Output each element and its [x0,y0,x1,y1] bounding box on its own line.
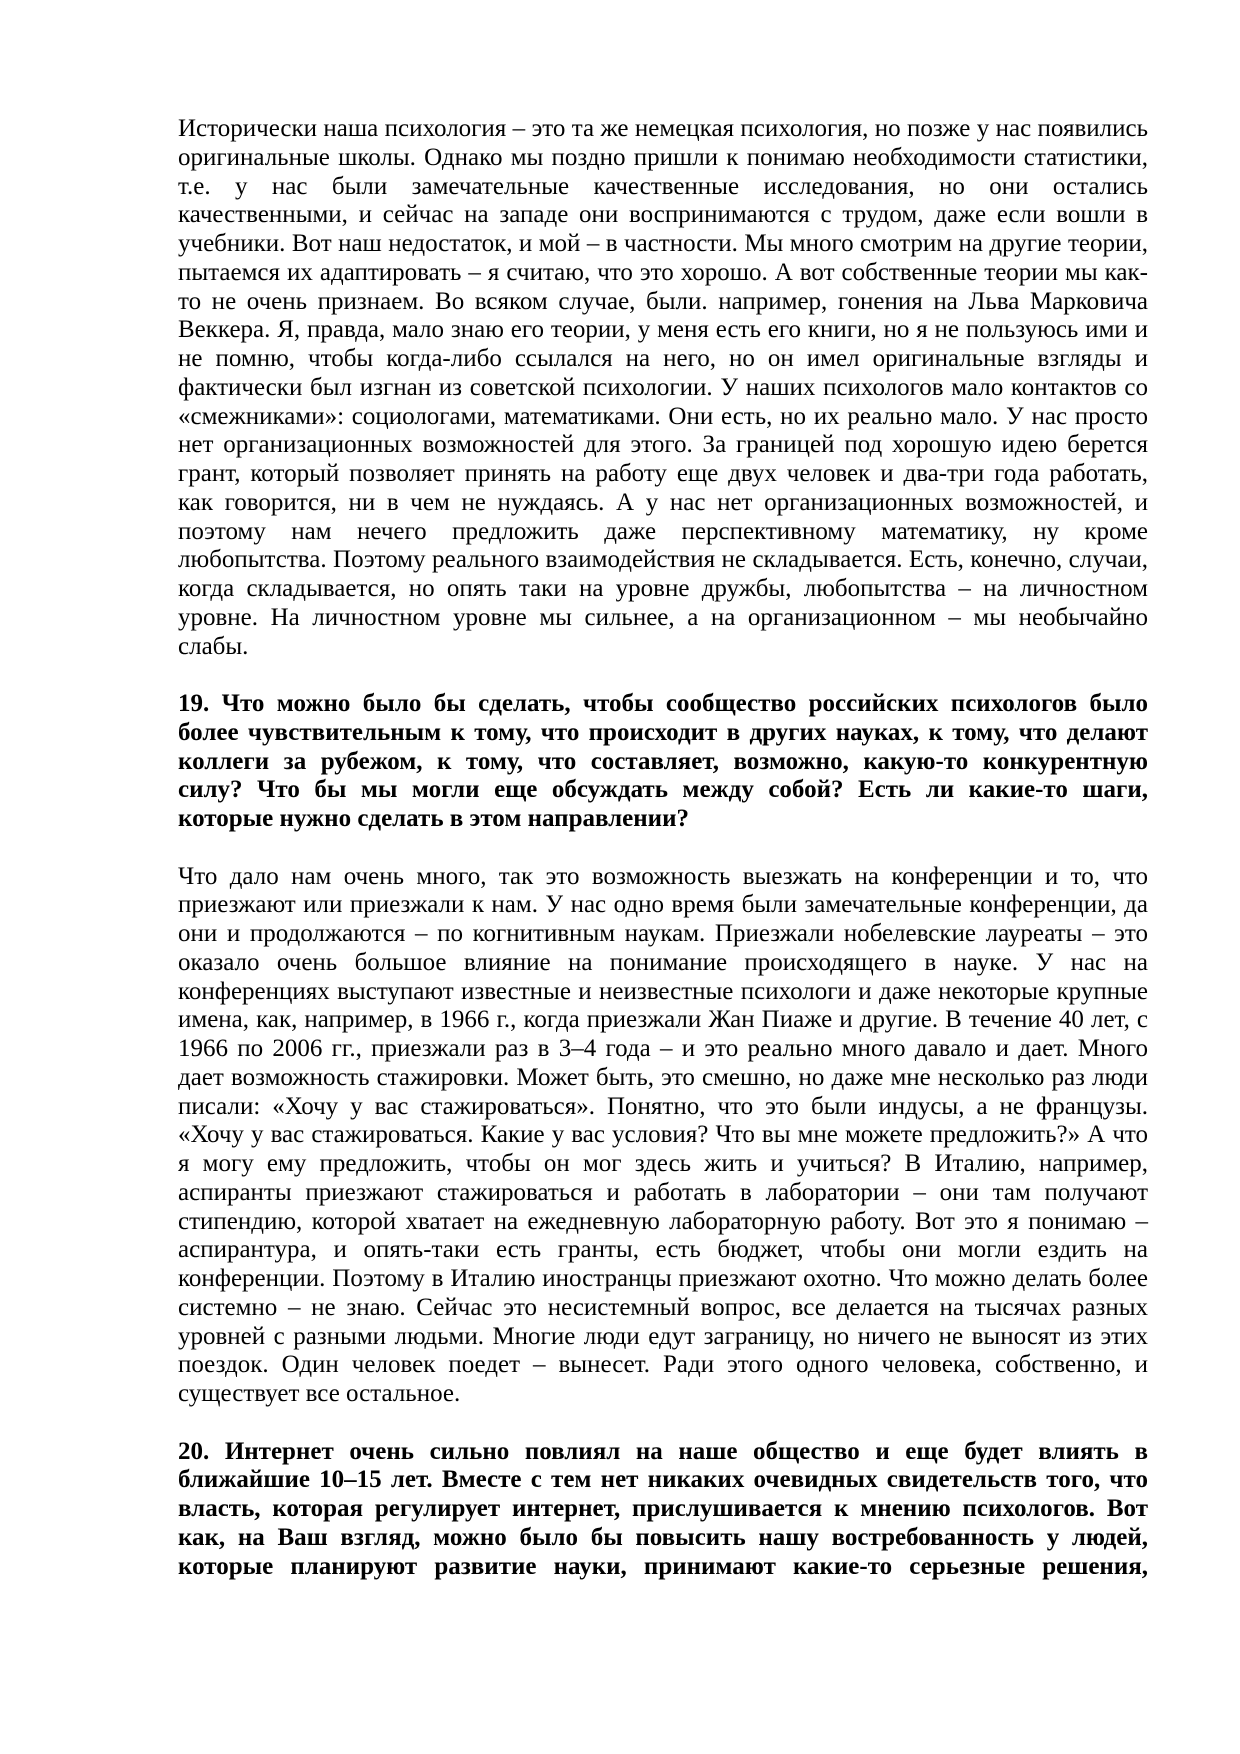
answer-paragraph-19 [178,863,1148,1409]
text-line: Исторически наша психология – это та же немецкая психология, но позже у нас появились [178,115,1148,142]
text-line: как говорится, ни в чем не нуждаясь. А у нас нет организационных возможностей, и [178,488,1148,516]
text-line: Веккера. Я, правда, мало знаю его теории, у меня есть его книги, но я не пользуюсь ими и [178,316,1148,344]
text-line: фактически был изгнан из советской психологии. У наших психологов мало контактов со [178,373,1148,401]
text-line: уровней с разными людьми. Многие люди едут заграницу, но ничего не выносят из этих [178,1322,1148,1350]
text-line: конференции. Поэтому в Италию иностранцы приезжают охотно. Что можно делать более [178,1265,1148,1292]
text-line: аспирантура, и опять-таки есть гранты, есть бюджет, чтобы они могли ездить на [178,1236,1148,1264]
text-line: власть, которая регулирует интернет, прислушивается к мнению психологов. Вот [178,1495,1148,1522]
text-line: Что дало нам очень много, так это возможность выезжать на конференции и то, что [178,862,1148,890]
text-line: т.е. у нас были замечательные качественные исследования, но они остались [178,172,1148,200]
text-line: как, на Ваш взгляд, можно было бы повысить нашу востребованность у людей, [178,1523,1148,1551]
text-line: пытаемся их адаптировать – я считаю, что это хорошо. А вот собственные теории мы как- [178,258,1148,286]
text-line: оказало очень большое влияние на понимание происходящего в науке. У нас на [178,948,1148,976]
text-line: когда складывается, но опять таки на уровне дружбы, любопытства – на личностном [178,575,1148,602]
text-line: 19. Что можно было бы сделать, чтобы сообщество российских психологов было [178,690,1148,717]
answer-paragraph-18 [178,115,1148,661]
text-line: 20. Интернет очень сильно повлиял на наше общество и еще будет влиять в [178,1437,1148,1465]
text-line: системно – не знаю. Сейчас это несистемный вопрос, все делается на тысячах разных [178,1293,1148,1321]
question-19 [178,690,1148,834]
text-line: которые планируют развитие науки, принимают какие-то серьезные решения, [178,1552,1148,1580]
text-line: оригинальные школы. Однако мы поздно пришли к понимаю необходимости статистики, [178,143,1148,171]
question-20 [178,1438,1148,1582]
text-line: они и продолжаются – по когнитивным наукам. Приезжали нобелевские лауреаты – это [178,920,1148,947]
text-line: писали: «Хочу у вас стажироваться». Понятно, что это были индусы, а не французы. [178,1092,1148,1120]
text-line: стипендию, которой хватает на ежедневную лабораторную работу. Вот это я понимаю – [178,1207,1148,1235]
text-line: ближайшие 10–15 лет. Вместе с тем нет никаких очевидных свидетельств того, что [178,1466,1148,1494]
text-line: существует все остальное. [178,1380,461,1407]
text-line: более чувствительным к тому, что происходит в других науках, к тому, что делают [178,718,1148,746]
text-line: поэтому нам нечего предложить даже перспективному математику, ну кроме [178,517,1148,545]
text-line: любопытства. Поэтому реального взаимодействия не складывается. Есть, конечно, случаи, [178,546,1148,574]
text-line: нет организационных возможностей для этого. За границей под хорошую идею берется [178,431,1148,459]
text-line: слабы. [178,632,249,660]
text-line: аспиранты приезжают стажироваться и работать в лаборатории – они там получают [178,1178,1148,1206]
text-line: «Хочу у вас стажироваться. Какие у вас условия? Что вы мне можете предложить?» А что [178,1121,1148,1149]
text-line: имена, как, например, в 1966 г., когда приезжали Жан Пиаже и другие. В течение 40 лет, с [178,1006,1148,1034]
text-line: приезжают или приезжали к нам. У нас одно время были замечательные конференции, да [178,891,1148,919]
text-line: «смежниками»: социологами, математиками. Они есть, но их реально мало. У нас просто [178,402,1148,430]
text-line: качественными, и сейчас на западе они воспринимаются с трудом, даже если вошли в [178,201,1148,229]
text-line: поездок. Один человек поедет – вынесет. Ради этого одного человека, собственно, и [178,1351,1148,1379]
text-line: дает возможность стажировки. Может быть, это смешно, но даже мне несколько раз люди [178,1063,1148,1091]
text-line: коллеги за рубежом, к тому, что составляет, возможно, какую-то конкурентную [178,747,1148,775]
text-line: 1966 по 2006 гг., приезжали раз в 3–4 года – и это реально много давало и дает. Много [178,1035,1148,1062]
text-line: грант, который позволяет принять на работу еще двух человек и два-три года работать, [178,460,1148,487]
text-line: конференциях выступают известные и неизвестные психологи и даже некоторые крупные [178,977,1148,1005]
text-line: уровне. На личностном уровне мы сильнее, а на организационном – мы необычайно [178,603,1148,631]
text-line: которые нужно сделать в этом направлении? [178,805,689,832]
text-line: то не очень признаем. Во всяком случае, были. например, гонения на Льва Марковича [178,287,1148,315]
text-line: не помню, чтобы когда-либо ссылался на него, но он имел оригинальные взгляды и [178,345,1148,372]
text-line: учебники. Вот наш недостаток, и мой – в частности. Мы много смотрим на другие теории, [178,230,1148,257]
text-line: силу? Что бы мы могли еще обсуждать между собой? Есть ли какие-то шаги, [178,776,1148,804]
text-line: я могу ему предложить, чтобы он мог здесь жить и учиться? В Италию, например, [178,1150,1148,1177]
